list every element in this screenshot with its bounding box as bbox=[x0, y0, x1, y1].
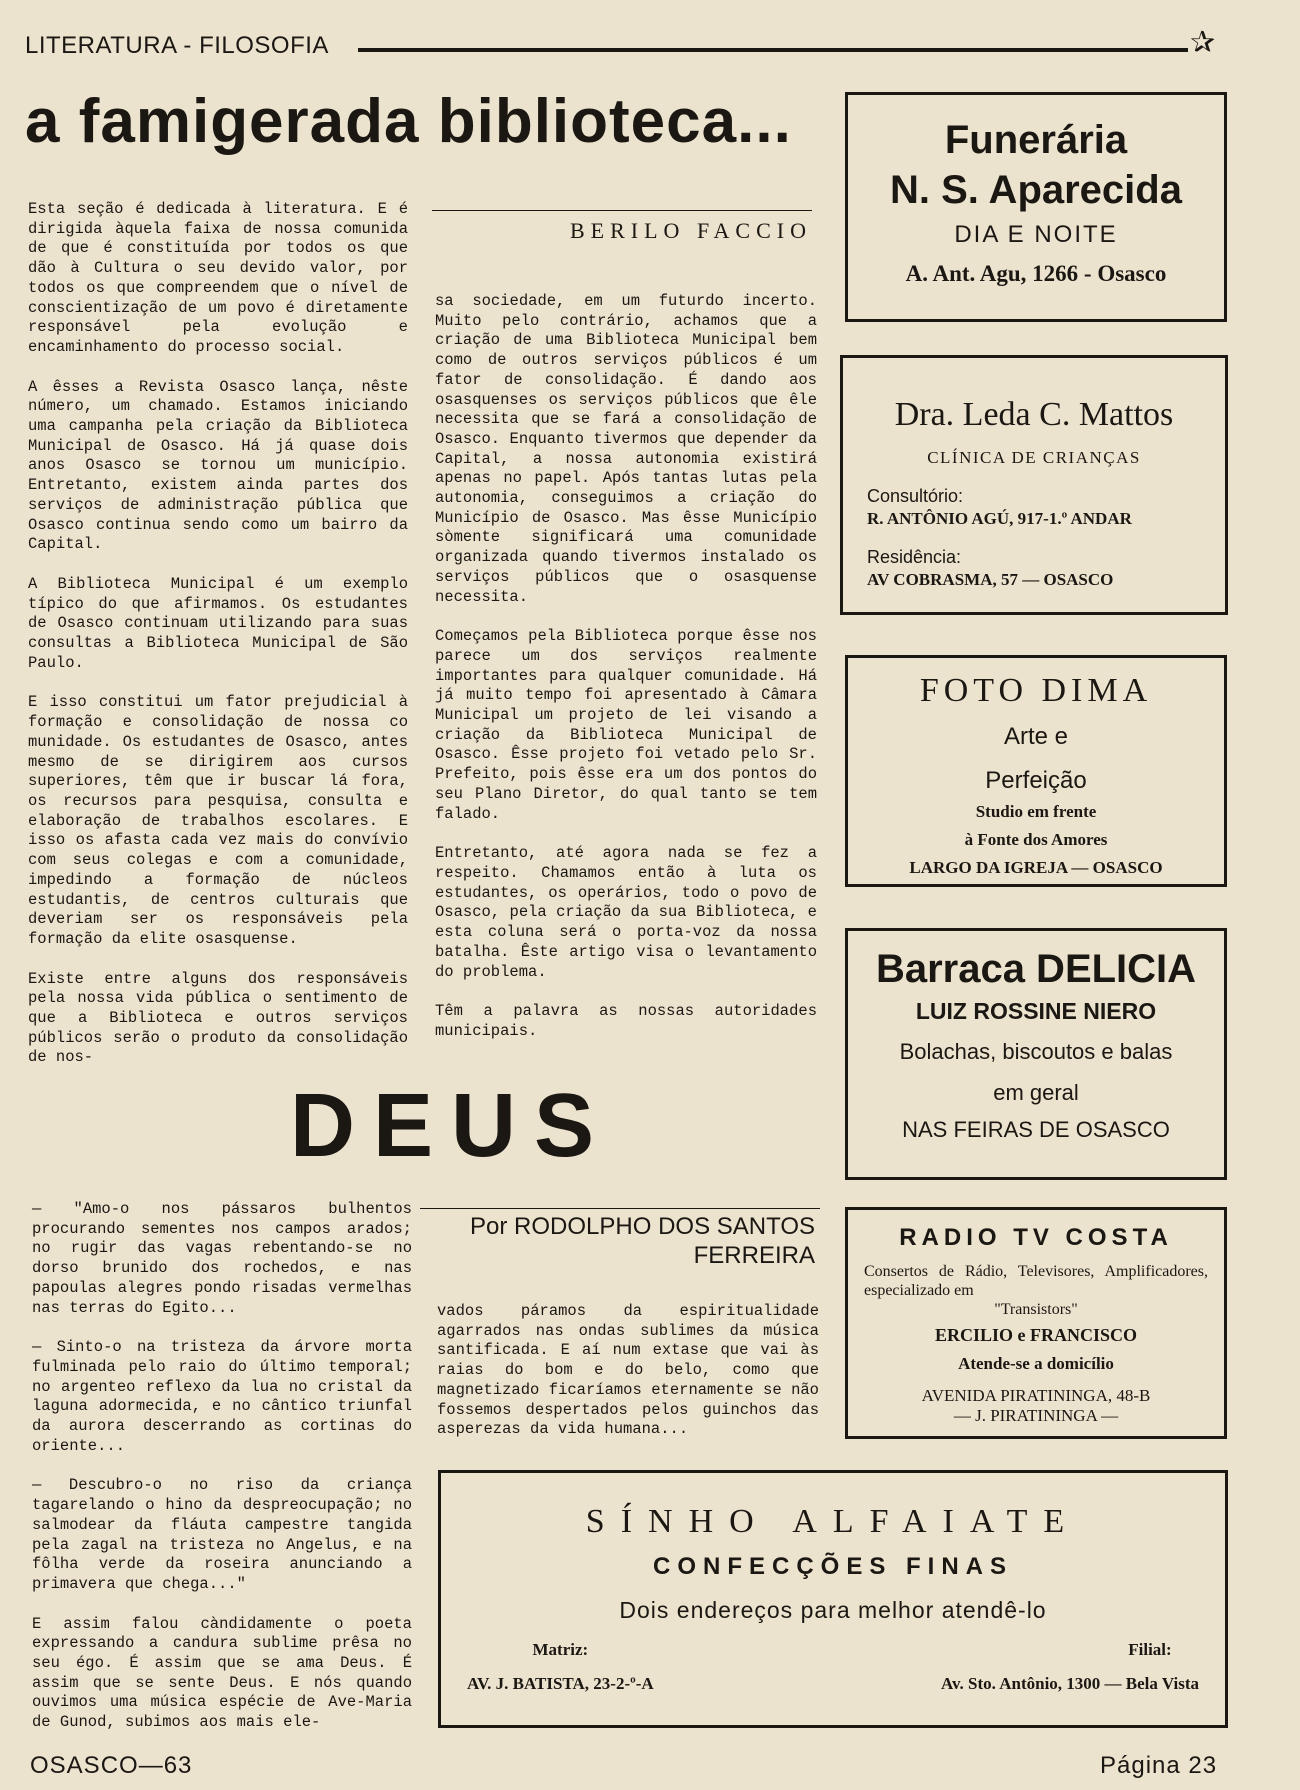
ad-alfaiate-subtitle: CONFECÇÕES FINAS bbox=[652, 1553, 1013, 1580]
ad-foto-line2: Perfeição bbox=[985, 767, 1087, 794]
deus-column-left bbox=[32, 1200, 412, 1753]
ad-foto-address: LARGO DA IGREJA — OSASCO bbox=[909, 858, 1163, 877]
star-icon: ✰ bbox=[1190, 26, 1216, 59]
deus-paragraph: — "Amo-o nos pássaros bulhentos procurando sementes nos campos arados; no rugir das vagas rebentando-se no dorso brunido dos rochedos, e nas papoulas alegres pondo risadas vermelhas nas terras do Egito... bbox=[32, 1200, 412, 1317]
ad-radio-tv-costa bbox=[845, 1207, 1227, 1439]
ad-radio-note: Atende-se a domicílio bbox=[958, 1354, 1114, 1373]
ad-leda-home-address: AV COBRASMA, 57 — OSASCO bbox=[867, 570, 1114, 589]
header-rule bbox=[358, 48, 1188, 52]
deus-column-right bbox=[437, 1302, 819, 1460]
article-paragraph: Entretanto, até agora nada se fez a respeito. Chamamos então à luta os estudantes, os operários, todo o povo de Osasco, pela criação da sua Biblioteca, e esta coluna será o porta-voz da nossa batalha. Êste artigo visa o levantamento do problema. bbox=[435, 844, 817, 981]
deus-paragraph: — Descubro-o no riso da criança tagarelando o hino da despreocupação; no salmodear da fláuta campestre tangida pela zagal na tristeza no Angelus, e na fôlha verde da roseira anunciando a primavera que chega..." bbox=[32, 1476, 412, 1593]
ad-leda-name: Dra. Leda C. Mattos bbox=[894, 396, 1174, 433]
ad-leda-mattos bbox=[840, 355, 1228, 615]
article-paragraph: Começamos pela Biblioteca porque êsse nos parece um dos serviços realmente importantes para qualquer comunidade. Há já muito tempo foi apresentado à Câmara Municipal um projeto de lei visando a criação da Biblioteca Municipal de Osasco. Êsse projeto foi vetado pelo Sr. Prefeito, pois êsse era um dos pontos do seu Plano Diretor, do qual tanto se tem falado. bbox=[435, 627, 817, 823]
ad-barraca-place: NAS FEIRAS DE OSASCO bbox=[902, 1117, 1170, 1142]
ad-radio-desc-line: Consertos de Rádio, Televisores, Amplificadores, especializado em bbox=[864, 1263, 1208, 1299]
intro-paragraph: A Biblioteca Municipal é um exemplo típico do que afirmamos. Os estudantes de Osasco continuam utilizando para suas consultas a Biblioteca Municipal de São Paulo. bbox=[28, 574, 408, 672]
intro-paragraph: A êsses a Revista Osasco lança, nêste número, um chamado. Estamos iniciando uma campanha pela criação da Biblioteca Municipal de Osasco. Há já quase dois anos Osasco se tornou um município. Entretanto, existem ainda partes dos serviços de administração pública que Osasco continua sendo como um bairro da Capital. bbox=[28, 377, 408, 554]
ad-alfaiate-tagline: Dois endereços para melhor atendê-lo bbox=[619, 1597, 1047, 1623]
ad-radio-description bbox=[864, 1262, 1208, 1319]
deus-paragraph: E assim falou càndidamente o poeta expressando a candura sublime prêsa no seu égo. É assim que se ama Deus. É assim que se sente Deus. E nós quando ouvimos uma música espécie de Ave-Maria de Gunod, subimos aos mais ele- bbox=[32, 1614, 412, 1732]
ad-alfaiate-filial bbox=[941, 1640, 1199, 1694]
article-paragraph: Têm a palavra as nossas autoridades municipais. bbox=[435, 1002, 817, 1040]
ad-alfaiate-branches bbox=[441, 1640, 1225, 1694]
deus-byline bbox=[430, 1212, 815, 1270]
deus-byline-prefix: Por bbox=[470, 1213, 508, 1240]
deus-byline-name: RODOLPHO DOS SANTOS FERREIRA bbox=[514, 1213, 815, 1269]
ad-funeraria-address: A. Ant. Agu, 1266 - Osasco bbox=[905, 261, 1167, 286]
ad-alfaiate-filial-address: Av. Sto. Antônio, 1300 — Bela Vista bbox=[940, 1674, 1199, 1693]
ad-barraca-line2: em geral bbox=[993, 1080, 1079, 1105]
ad-alfaiate-filial-label: Filial: bbox=[1128, 1640, 1172, 1659]
ad-radio-name: RADIO TV COSTA bbox=[899, 1224, 1173, 1251]
deus-title: DEUS bbox=[290, 1076, 613, 1176]
headline: a famigerada biblioteca... bbox=[25, 87, 792, 156]
deus-paragraph: vados páramos da espiritualidade agarrados nas ondas sublimes da música santificada. E aí num extase que vai às raias do bom e do belo, como que magnetizado ficaríamos eternamente se não fossemos despertados pelos guinchos das asperezas da vida humana... bbox=[437, 1302, 819, 1439]
ad-alfaiate-name: SÍNHO ALFAIATE bbox=[585, 1503, 1081, 1540]
article-byline: BERILO FACCIO bbox=[570, 218, 812, 243]
ad-funeraria-name2: N. S. Aparecida bbox=[890, 168, 1182, 212]
intro-column bbox=[28, 200, 408, 1088]
ad-sinho-alfaiate bbox=[438, 1470, 1228, 1728]
ad-foto-detail: à Fonte dos Amores bbox=[964, 830, 1108, 849]
byline-rule bbox=[432, 210, 812, 211]
ad-funeraria-name: Funerária bbox=[944, 118, 1128, 162]
ad-alfaiate-matriz-label: Matriz: bbox=[532, 1640, 589, 1659]
footer-page-number: Página 23 bbox=[1100, 1752, 1218, 1779]
ad-barraca-delicia bbox=[845, 928, 1227, 1180]
intro-paragraph: E isso constitui um fator prejudicial à formação e consolidação de nossa co munidade. Os estudantes de Osasco, antes mesmo de se dirigirem aos cursos superiores, têm que ir buscar lá fora, os recursos para pesquisa, consulta e elaboração de trabalhos escolares. E isso os afasta cada vez mais do convívio com seus colegas e com a comunidade, impedindo a formação de núcleos estudantis, de centros culturais que deveriam ser os responsáveis pela formação da elite osasquense. bbox=[28, 693, 408, 948]
ad-foto-detail: Studio em frente bbox=[975, 802, 1097, 821]
footer-issue: OSASCO—63 bbox=[30, 1752, 193, 1779]
ad-foto-line1: Arte e bbox=[1003, 723, 1069, 750]
ad-funeraria-hours: DIA E NOITE bbox=[954, 221, 1118, 248]
ad-alfaiate-matriz bbox=[467, 1640, 654, 1694]
ad-radio-address: — J. PIRATININGA — bbox=[953, 1406, 1119, 1425]
deus-paragraph: — Sinto-o na tristeza da árvore morta fulminada pelo raio do último temporal; no argenteo reflexo da lua no cristal da laguna adormecida, e no cântico triunfal da aurora descerrando as cortinas do oriente... bbox=[32, 1338, 412, 1455]
ad-leda-office-address: R. ANTÔNIO AGÚ, 917-1.º ANDAR bbox=[867, 509, 1132, 528]
ad-leda-specialty: CLÍNICA DE CRIANÇAS bbox=[927, 448, 1141, 467]
article-paragraph: sa sociedade, em um futurdo incerto. Muito pelo contrário, achamos que a criação de uma Biblioteca Municipal bem como de outros serviços públicos é um fator de consolidação. É dando aos osasquenses os serviços públicos que êle necessita que se fará a consolidação de Osasco. Enquanto tivermos que depender da Capital, a nossa autonomia existirá apenas no papel. Após tantas lutas pela autonomia, conseguimos a criação do Município de Osasco. Mas êsse Município sòmente significará uma comunidade organizada quando tivermos instalado os serviços públicos que o osasquense necessita. bbox=[435, 292, 817, 606]
ad-barraca-name: Barraca DELICIA bbox=[875, 947, 1197, 991]
ad-barraca-line1: Bolachas, biscoutos e balas bbox=[899, 1039, 1173, 1064]
ad-leda-office-label: Consultório: bbox=[867, 486, 964, 506]
intro-paragraph: Existe entre alguns dos responsáveis pela nossa vida pública o sentimento de que a Biblioteca e outros serviços públicos serão o produto da consolidação de nos- bbox=[28, 969, 408, 1067]
ad-alfaiate-matriz-address: AV. J. BATISTA, 23-2-º-A bbox=[467, 1674, 654, 1693]
ad-radio-address: AVENIDA PIRATININGA, 48-B bbox=[921, 1386, 1151, 1405]
deus-byline-rule bbox=[420, 1208, 820, 1209]
ad-barraca-owner: LUIZ ROSSINE NIERO bbox=[915, 998, 1157, 1024]
ad-funeraria bbox=[845, 92, 1227, 322]
ad-radio-owners: ERCILIO e FRANCISCO bbox=[934, 1325, 1138, 1345]
ad-foto-name: FOTO DIMA bbox=[919, 672, 1153, 709]
ad-foto-dima bbox=[845, 655, 1227, 887]
article-column bbox=[435, 292, 817, 1062]
section-header: LITERATURA - FILOSOFIA bbox=[25, 32, 329, 59]
ad-radio-desc-line: "Transistors" bbox=[994, 1301, 1078, 1318]
intro-paragraph: Esta seção é dedicada à literatura. E é dirigida àquela faixa de nossa comunida de que é constituída por todos os que dão à Cultura o seu devido valor, por todos os que compreendem que o nível de conscientização de um povo é diretamente responsável pela evolução e encaminhamento do processo social. bbox=[28, 200, 408, 356]
ad-leda-home-label: Residência: bbox=[867, 547, 962, 567]
